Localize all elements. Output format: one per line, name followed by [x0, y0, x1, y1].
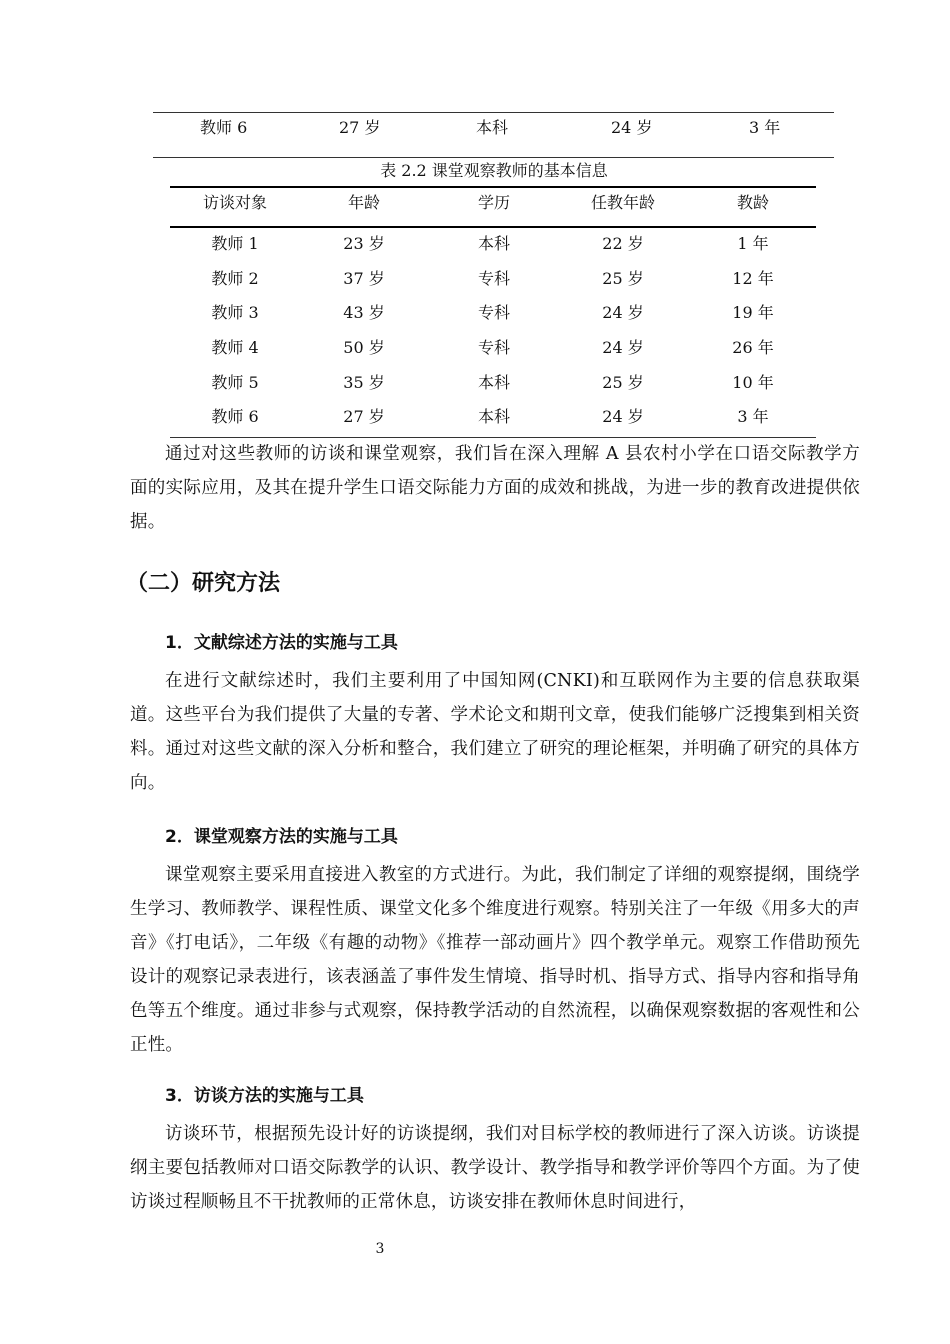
table-cell: 24 岁 [602, 338, 644, 357]
table-cell: 本科 [477, 234, 510, 253]
table-cell: 3 年 [749, 118, 781, 137]
table-cell: 教师 6 [200, 118, 248, 137]
table-cell: 本科 [477, 373, 510, 392]
table-cell: 50 岁 [343, 338, 385, 357]
body-paragraph: 访谈环节，根据预先设计好的访谈提纲，我们对目标学校的教师进行了深入访谈。访谈提纲主要包括教师对口语交际教学的认识、教学设计、教学指导和教学评价等四个方面。为了使访谈过程顺畅且不干扰教师的正常休息，访谈安排在教师休息时间进行， [130, 1124, 860, 1212]
table-cell: 27 岁 [339, 118, 381, 137]
table-cell: 37 岁 [343, 269, 385, 288]
header-cell: 教龄 [736, 193, 769, 212]
subsection-heading: 1．文献综述方法的实施与工具 [165, 633, 398, 653]
header-cell: 访谈对象 [202, 193, 267, 212]
table-cell: 26 年 [732, 338, 774, 357]
table-cell: 35 岁 [343, 373, 385, 392]
table-cell: 专科 [477, 269, 510, 288]
table-top-rule [170, 186, 816, 188]
table-cell: 专科 [477, 303, 510, 322]
table-header-rule [170, 226, 816, 228]
table-cell: 24 岁 [602, 303, 644, 322]
table-row [170, 370, 816, 394]
table-cell: 10 年 [732, 373, 774, 392]
intro-paragraph: 通过对这些教师的访谈和课堂观察，我们旨在深入理解 A 县农村小学在口语交际教学方面的实际应用，及其在提升学生口语交际能力方面的成效和挑战，为进一步的教育改进提供依据。 [130, 444, 860, 532]
table-cell: 24 岁 [602, 407, 644, 426]
body-paragraph: 课堂观察主要采用直接进入教室的方式进行。为此，我们制定了详细的观察提纲，围绕学生学习、教师教学、课程性质、课堂文化多个维度进行观察。特别关注了一年级《用多大的声音》《打电话》，二年级《有趣的动物》《推荐一部动画片》四个教学单元。观察工作借助预先设计的观察记录表进行，该表涵盖了事件发生情境、指导时机、指导方式、指导内容和指导角色等五个维度。通过非参与式观察，保持教学活动的自然流程，以确保观察数据的客观性和公正性。 [130, 865, 860, 1055]
body-paragraph: 在进行文献综述时，我们主要利用了中国知网(CNKI)和互联网作为主要的信息获取渠道。这些平台为我们提供了大量的专著、学术论文和期刊文章，使我们能够广泛搜集到相关资料。通过对这些文献的深入分析和整合，我们建立了研究的理论框架，并明确了研究的具体方向。 [130, 671, 860, 793]
table-row [170, 300, 816, 324]
table-cell: 教师 1 [211, 234, 259, 253]
table-cell: 25 岁 [602, 269, 644, 288]
teacher-info-table [170, 186, 816, 438]
section-heading: （二）研究方法 [126, 571, 281, 596]
table-cell: 19 年 [732, 303, 774, 322]
table-cell: 教师 2 [211, 269, 259, 288]
page-number: 3 [375, 1241, 385, 1257]
header-cell: 学历 [477, 193, 510, 212]
table-cell: 教师 4 [211, 338, 259, 357]
table-row [170, 266, 816, 290]
table-fragment-prev [153, 112, 834, 158]
table-row [170, 231, 816, 255]
table-row [170, 404, 816, 428]
table-cell: 教师 3 [211, 303, 259, 322]
subsection-heading: 3．访谈方法的实施与工具 [165, 1086, 364, 1106]
table-cell: 教师 5 [211, 373, 259, 392]
table-cell: 27 岁 [343, 407, 385, 426]
table-cell: 22 岁 [602, 234, 644, 253]
table-cell: 1 年 [737, 234, 769, 253]
table-cell: 25 岁 [602, 373, 644, 392]
table-caption: 表 2.2 课堂观察教师的基本信息 [380, 161, 608, 180]
table-row [170, 335, 816, 359]
table-cell: 3 年 [737, 407, 769, 426]
subsection-heading: 2．课堂观察方法的实施与工具 [165, 827, 398, 847]
table-cell: 24 岁 [611, 118, 653, 137]
table-cell: 专科 [477, 338, 510, 357]
table-cell: 43 岁 [343, 303, 385, 322]
table-cell: 12 年 [732, 269, 774, 288]
table-cell: 教师 6 [211, 407, 259, 426]
table-cell: 23 岁 [343, 234, 385, 253]
header-cell: 年龄 [347, 193, 380, 212]
table-header-row [170, 190, 816, 214]
table-cell: 本科 [477, 407, 510, 426]
table-cell: 本科 [476, 118, 509, 137]
header-cell: 任教年龄 [590, 193, 655, 212]
